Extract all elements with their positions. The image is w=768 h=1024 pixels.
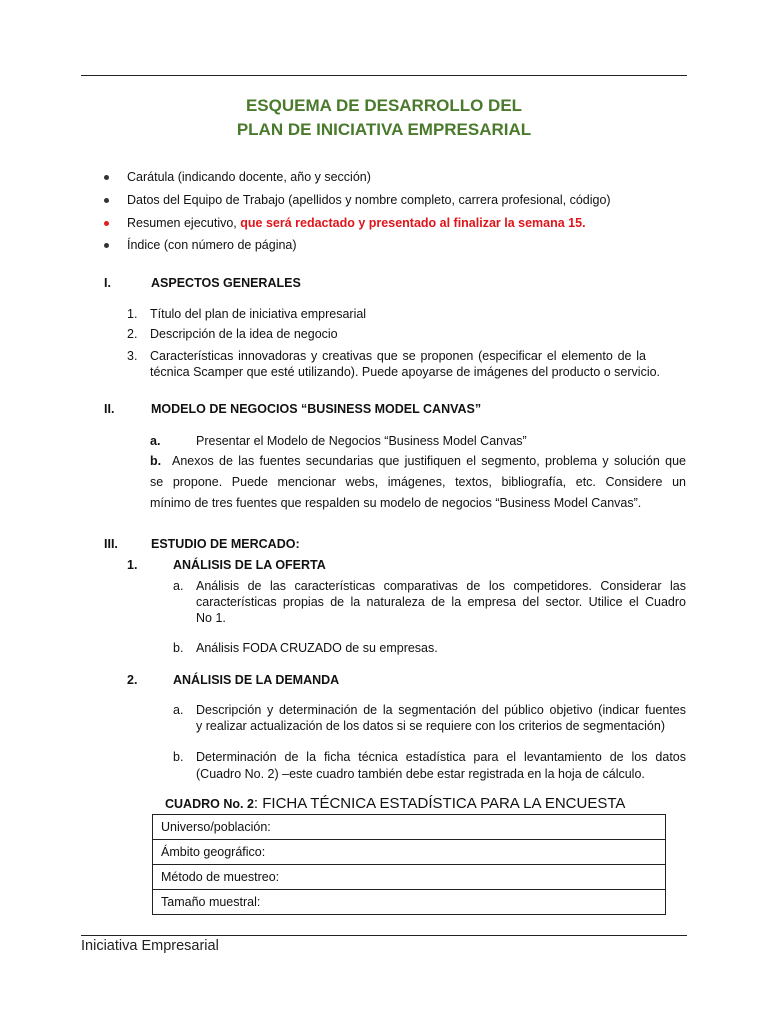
item-text-line: Anexos de las fuentes secundarias que justifiquen el segmento, problema y solución que (172, 454, 686, 468)
document-title-line2: PLAN DE INICIATIVA EMPRESARIAL (236, 120, 532, 139)
item-text-line: y realizar actualización de los datos si se requiere con los criterios de segmentación) (196, 719, 665, 733)
item-text: Presentar el Modelo de Negocios “Business Model Canvas” (196, 434, 527, 448)
item-text-line: No 1. (196, 611, 226, 625)
bullet-resumen-highlight: que será redactado y presentado al finalizar la semana 15. (240, 216, 586, 230)
table-row: Universo/población: (153, 815, 665, 840)
table-row: Tamaño muestral: (153, 890, 665, 915)
footer-rule (81, 935, 687, 936)
subsection-number: 2. (127, 673, 138, 687)
item-label: a. (173, 703, 184, 717)
bullet-icon (104, 243, 109, 248)
table-row: Método de muestreo: (153, 865, 665, 890)
bullet-caratula: Carátula (indicando docente, año y sección) (127, 170, 371, 184)
list-item-line: técnica Scamper que esté utilizando). Puede apoyarse de imágenes del producto o servicio. (150, 365, 661, 379)
ficha-tecnica-table (152, 814, 666, 915)
document-title-line1: ESQUEMA DE DESARROLLO DEL (245, 96, 523, 115)
section-heading-estudio-mercado: ESTUDIO DE MERCADO: (151, 537, 300, 551)
bullet-icon (104, 221, 109, 226)
item-label: b. (173, 750, 184, 764)
section-number: I. (104, 276, 111, 290)
list-number: 3. (127, 349, 138, 363)
item-text-line: Determinación de la ficha técnica estadística para el levantamiento de los datos (196, 750, 686, 764)
item-text-line: (Cuadro No. 2) –este cuadro también debe estar registrada en la hoja de cálculo. (196, 767, 645, 781)
bullet-indice: Índice (con número de página) (127, 238, 297, 252)
list-number: 2. (127, 327, 138, 341)
item-text-line: Descripción y determinación de la segmentación del público objetivo (indicar fuentes (196, 703, 686, 717)
bullet-icon (104, 175, 109, 180)
list-item: Descripción de la idea de negocio (150, 327, 338, 341)
subsection-number: 1. (127, 558, 138, 572)
bullet-icon (104, 198, 109, 203)
section-heading-modelo-negocios: MODELO DE NEGOCIOS “BUSINESS MODEL CANVAS” (151, 402, 482, 416)
list-item: Título del plan de iniciativa empresarial (150, 307, 367, 321)
section-number: III. (104, 537, 118, 551)
subsection-heading-oferta: ANÁLISIS DE LA OFERTA (173, 558, 326, 572)
item-label: a. (173, 579, 184, 593)
item-text-line: características propias de la naturaleza de la empresa del sector. Utilice el Cuadro (196, 595, 686, 609)
table-caption (165, 795, 625, 813)
list-number: 1. (127, 307, 138, 321)
bullet-resumen-ejecutivo (127, 215, 586, 231)
page-footer: Iniciativa Empresarial (81, 938, 219, 954)
section-number: II. (104, 402, 115, 416)
bullet-datos-equipo: Datos del Equipo de Trabajo (apellidos y nombre completo, carrera profesional, código) (127, 193, 611, 207)
item-text-line: se propone. Puede mencionar webs, imágenes, textos, bibliografía, etc. Considere un (150, 475, 686, 489)
item-text: Análisis FODA CRUZADO de su empresas. (196, 641, 438, 655)
item-label: a. (150, 434, 161, 448)
item-label: b. (150, 454, 162, 468)
subsection-heading-demanda: ANÁLISIS DE LA DEMANDA (173, 673, 340, 687)
list-item-line: Características innovadoras y creativas que se proponen (especificar el elemento de la (150, 349, 646, 363)
item-text-line: mínimo de tres fuentes que respalden su modelo de negocios “Business Model Canvas”. (150, 496, 642, 510)
section-heading-aspectos: ASPECTOS GENERALES (151, 276, 301, 290)
item-text-line: Análisis de las características comparativas de los competidores. Considerar las (196, 579, 686, 593)
table-caption-title: : FICHA TÉCNICA ESTADÍSTICA PARA LA ENCUESTA (253, 795, 626, 812)
top-rule (81, 75, 687, 76)
bullet-resumen-label: Resumen ejecutivo, (127, 216, 241, 230)
item-label: b. (173, 641, 184, 655)
table-caption-label: CUADRO No. 2 (165, 797, 254, 811)
table-row: Ámbito geográfico: (153, 840, 665, 865)
